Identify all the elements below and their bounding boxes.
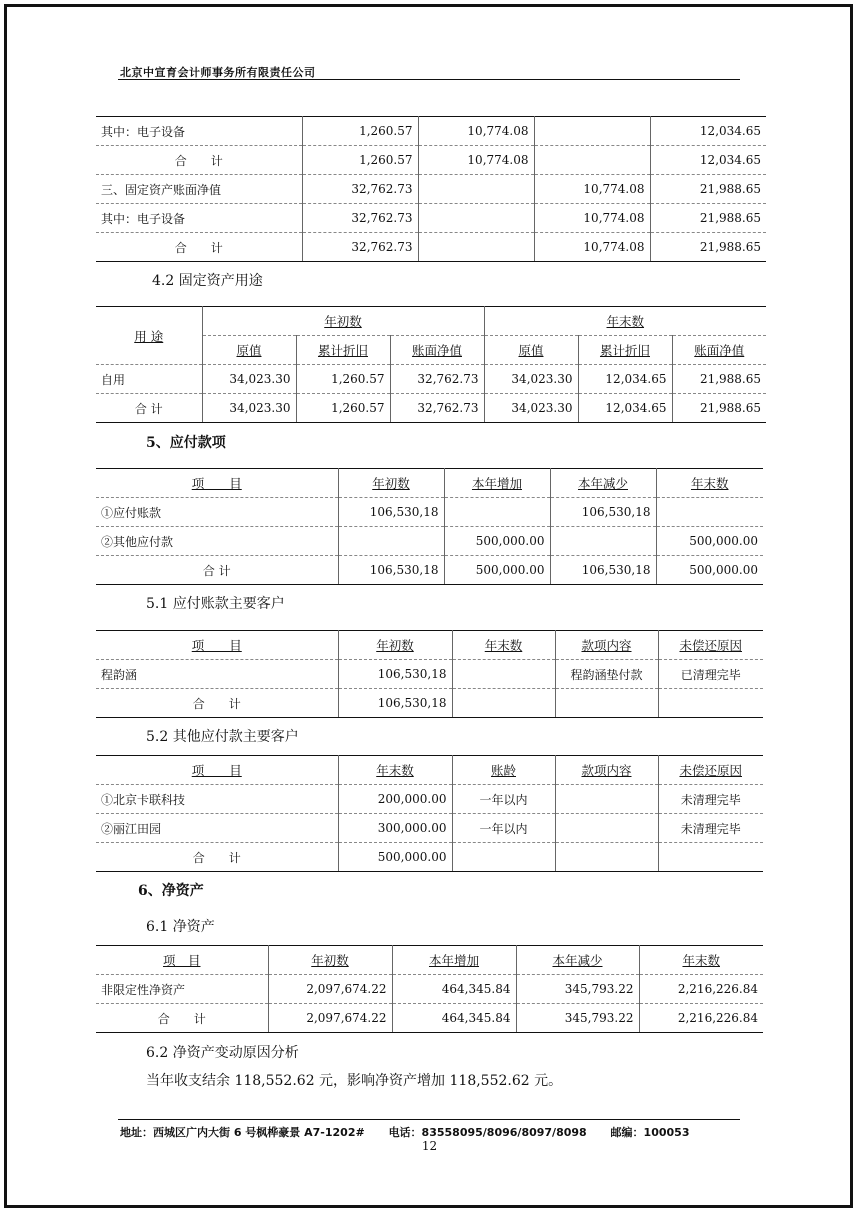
column-header-use: 用 途 (96, 307, 202, 365)
footer-phone: 电话：83558095/8096/8097/8098 (388, 1126, 587, 1139)
net-assets-analysis-text: 当年收支结余 118,552.62 元，影响净资产增加 118,552.62 元。 (146, 1073, 563, 1089)
section-title-5-2: 5.2 其他应付款主要客户 (146, 729, 299, 745)
row-label: 其中：电子设备 (96, 204, 302, 233)
column-header: 账龄 (452, 756, 555, 785)
column-header: 项 目 (96, 756, 338, 785)
section-title-5: 5、应付款项 (146, 435, 226, 451)
row-label: 合 计 (96, 843, 338, 872)
table-row: 程韵涵 106,530,18 程韵涵垫付款 已清理完毕 (96, 660, 763, 689)
row-label: 合 计 (96, 689, 338, 718)
column-header: 年初数 (268, 946, 392, 975)
column-header: 年末数 (452, 631, 555, 660)
section-title-6: 6、净资产 (138, 883, 204, 899)
table-row: ①北京卡联科技 200,000.00 一年以内 未清理完毕 (96, 785, 763, 814)
table-row: 其中：电子设备 32,762.73 10,774.08 21,988.65 (96, 204, 766, 233)
column-header: 项 目 (96, 946, 268, 975)
column-header: 本年减少 (516, 946, 639, 975)
column-header: 年初数 (338, 631, 452, 660)
column-header: 项 目 (96, 469, 338, 498)
row-label: 自用 (96, 365, 202, 394)
footer-contact (120, 1124, 709, 1140)
table-row: 合 计 106,530,18 500,000.00 106,530,18 500,000.00 (96, 556, 763, 585)
column-header: 年末数 (639, 946, 763, 975)
section-title-5-1: 5.1 应付账款主要客户 (146, 596, 285, 612)
footer-address: 地址：西城区广内大街 6 号枫桦豪景 A7-1202# (120, 1126, 365, 1139)
table-row: 合 计 106,530,18 (96, 689, 763, 718)
footer-rule (118, 1119, 740, 1120)
row-label: ①应付账款 (96, 498, 338, 527)
column-header: 年初数 (338, 469, 444, 498)
section-title-4-2: 4.2 固定资产用途 (152, 273, 263, 289)
table-row: 合 计 1,260.57 10,774.08 12,034.65 (96, 146, 766, 175)
row-label: 其中：电子设备 (96, 117, 302, 146)
column-header: 本年减少 (550, 469, 656, 498)
column-header: 累计折旧 (578, 336, 672, 365)
row-label: ②其他应付款 (96, 527, 338, 556)
table-header-row (96, 946, 763, 975)
row-label: 三、固定资产账面净值 (96, 175, 302, 204)
column-header: 年末数 (656, 469, 763, 498)
section-title-6-1: 6.1 净资产 (146, 919, 215, 935)
table-row: 合 计 34,023.30 1,260.57 32,762.73 34,023.30 12,034.65 21,988.65 (96, 394, 766, 423)
row-label: 非限定性净资产 (96, 975, 268, 1004)
other-payables-customers-table (96, 755, 763, 872)
column-header: 款项内容 (555, 756, 658, 785)
row-label: 合 计 (96, 233, 302, 262)
table-row: ①应付账款 106,530,18 106,530,18 (96, 498, 763, 527)
column-header: 本年增加 (444, 469, 550, 498)
table-row: 自用 34,023.30 1,260.57 32,762.73 34,023.30 12,034.65 21,988.65 (96, 365, 766, 394)
table-row: 非限定性净资产 2,097,674.22 464,345.84 345,793.22 2,216,226.84 (96, 975, 763, 1004)
row-label: 合 计 (96, 556, 338, 585)
column-header: 款项内容 (555, 631, 658, 660)
column-header: 未偿还原因 (658, 631, 763, 660)
column-header: 本年增加 (392, 946, 516, 975)
table-row: 合 计 32,762.73 10,774.08 21,988.65 (96, 233, 766, 262)
row-label: 程韵涵 (96, 660, 338, 689)
row-label: 合 计 (96, 146, 302, 175)
row-label: 合 计 (96, 1004, 268, 1033)
row-label: ①北京卡联科技 (96, 785, 338, 814)
row-label: 合 计 (96, 394, 202, 423)
header-rule (118, 79, 740, 80)
column-header: 账面净值 (390, 336, 484, 365)
column-group-end: 年末数 (484, 307, 766, 336)
firm-header: 北京中宣育会计师事务所有限责任公司 (120, 66, 316, 79)
page-number: 12 (421, 1139, 438, 1153)
column-header: 账面净值 (672, 336, 766, 365)
section-title-6-2: 6.2 净资产变动原因分析 (146, 1045, 299, 1061)
table-header-row (96, 631, 763, 660)
column-header: 年末数 (338, 756, 452, 785)
table-row: ②其他应付款 500,000.00 500,000.00 (96, 527, 763, 556)
table-row: 其中：电子设备 1,260.57 10,774.08 12,034.65 (96, 117, 766, 146)
table-row: 合 计 500,000.00 (96, 843, 763, 872)
column-group-begin: 年初数 (202, 307, 484, 336)
table-row: 三、固定资产账面净值 32,762.73 10,774.08 21,988.65 (96, 175, 766, 204)
table-header-row (96, 469, 763, 498)
payables-table (96, 468, 763, 585)
footer-postcode: 邮编：100053 (610, 1126, 690, 1139)
column-header: 原值 (484, 336, 578, 365)
asset-usage-table (96, 306, 766, 423)
fixed-assets-table (96, 116, 766, 262)
table-row: ②丽江田园 300,000.00 一年以内 未清理完毕 (96, 814, 763, 843)
column-header: 累计折旧 (296, 336, 390, 365)
accounts-payable-customers-table (96, 630, 763, 718)
table-header-row (96, 756, 763, 785)
table-header-row (96, 307, 766, 336)
column-header: 原值 (202, 336, 296, 365)
column-header: 项 目 (96, 631, 338, 660)
row-label: ②丽江田园 (96, 814, 338, 843)
column-header: 未偿还原因 (658, 756, 763, 785)
net-assets-table (96, 945, 763, 1033)
table-row: 合 计 2,097,674.22 464,345.84 345,793.22 2,216,226.84 (96, 1004, 763, 1033)
